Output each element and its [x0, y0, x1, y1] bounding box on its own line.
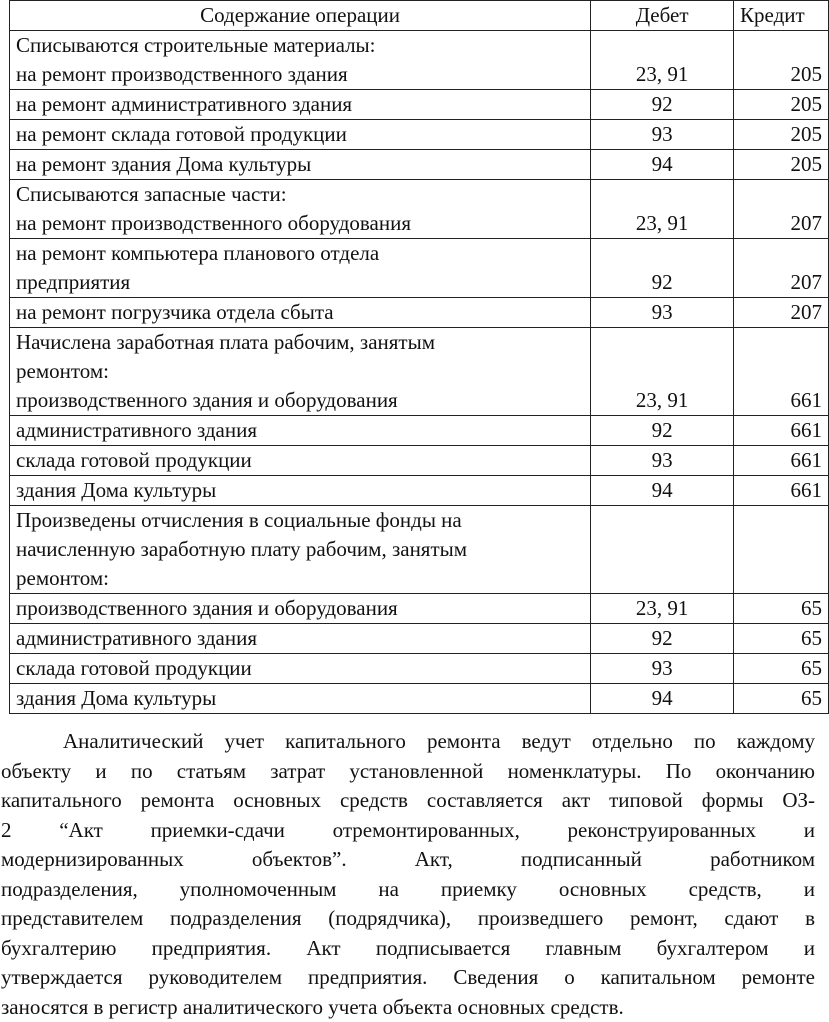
row-label: на ремонт здания Дома культуры: [10, 150, 591, 180]
header-credit: Кредит: [734, 1, 829, 31]
row-debit: 93: [591, 298, 734, 328]
row-label: предприятия: [16, 268, 584, 297]
table-row: [10, 150, 829, 180]
row-credit: 205: [734, 120, 829, 150]
row-label: административного здания: [10, 624, 591, 654]
row-debit: 23, 91: [591, 180, 734, 239]
table-row: [10, 506, 829, 594]
table-row: [10, 654, 829, 684]
table-row: [10, 239, 829, 298]
operations-table: [9, 0, 829, 714]
row-label: на ремонт погрузчика отдела сбыта: [10, 298, 591, 328]
row-debit: 23, 91: [591, 594, 734, 624]
row-debit: 92: [591, 239, 734, 298]
row-debit-empty: [591, 506, 734, 594]
row-credit-empty: [734, 506, 829, 594]
row-credit: 205: [734, 31, 829, 90]
row-label: производственного здания и оборудования: [16, 386, 584, 415]
paragraph-line: бухгалтерию предприятия. Акт подписывается главным бухгалтером и: [1, 934, 815, 964]
paragraph-line: 2 “Акт приемки-сдачи отремонтированных, реконструированных и: [1, 816, 815, 846]
row-credit: 661: [734, 446, 829, 476]
table-row: [10, 120, 829, 150]
row-debit: 94: [591, 684, 734, 714]
row-debit: 93: [591, 446, 734, 476]
row-text: [10, 180, 591, 239]
paragraph-line: [1, 727, 815, 757]
row-credit: 65: [734, 684, 829, 714]
row-credit: 661: [734, 416, 829, 446]
group-caption: Начислена заработная плата рабочим, занятым: [16, 328, 584, 357]
table-row: [10, 476, 829, 506]
group-caption: начисленную заработную плату рабочим, занятым: [16, 535, 584, 564]
table-row: [10, 180, 829, 239]
table-row: [10, 684, 829, 714]
row-text: [10, 239, 591, 298]
table-row: [10, 624, 829, 654]
row-credit: 207: [734, 239, 829, 298]
row-credit: 207: [734, 180, 829, 239]
table-row: [10, 90, 829, 120]
row-credit: 65: [734, 594, 829, 624]
row-debit: 93: [591, 654, 734, 684]
table-header-row: [10, 1, 829, 31]
row-label: административного здания: [10, 416, 591, 446]
row-label: на ремонт компьютера планового отдела: [16, 239, 584, 268]
row-text: [10, 506, 591, 594]
group-caption: ремонтом:: [16, 357, 584, 386]
row-label: склада готовой продукции: [10, 446, 591, 476]
row-debit: 93: [591, 120, 734, 150]
row-debit: 94: [591, 476, 734, 506]
paragraph-line: утверждается руководителем предприятия. Сведения о капитальном ремонте: [1, 963, 815, 993]
group-caption: ремонтом:: [16, 564, 584, 593]
table-row: [10, 446, 829, 476]
row-credit: 661: [734, 328, 829, 416]
header-debit: Дебет: [591, 1, 734, 31]
row-credit: 65: [734, 654, 829, 684]
row-debit: 94: [591, 150, 734, 180]
paragraph-text: Аналитический учет капитального ремонта ведут отдельно по каждому: [63, 729, 815, 753]
row-debit: 23, 91: [591, 31, 734, 90]
paragraph-line: представителем подразделения (подрядчика), произведшего ремонт, сдают в: [1, 904, 815, 934]
row-label: на ремонт производственного здания: [16, 60, 584, 89]
table-row: [10, 328, 829, 416]
row-text: [10, 328, 591, 416]
paragraph-line: объекту и по статьям затрат установленной номенклатуры. По окончанию: [1, 757, 815, 787]
group-caption: Произведены отчисления в социальные фонды на: [16, 506, 584, 535]
row-label: производственного здания и оборудования: [10, 594, 591, 624]
row-label: здания Дома культуры: [10, 476, 591, 506]
group-caption: Списываются строительные материалы:: [16, 31, 584, 60]
row-label: на ремонт склада готовой продукции: [10, 120, 591, 150]
row-credit: 205: [734, 150, 829, 180]
paragraph-line: капитального ремонта основных средств составляется акт типовой формы ОЗ-: [1, 786, 815, 816]
row-debit: 92: [591, 416, 734, 446]
table-row: [10, 594, 829, 624]
row-text: [10, 31, 591, 90]
paragraph-line: модернизированных объектов”. Акт, подписанный работником: [1, 845, 815, 875]
row-label: на ремонт административного здания: [10, 90, 591, 120]
group-caption: Списываются запасные части:: [16, 180, 584, 209]
row-label: склада готовой продукции: [10, 654, 591, 684]
table-row: [10, 31, 829, 90]
row-credit: 205: [734, 90, 829, 120]
row-debit: 92: [591, 624, 734, 654]
table-row: [10, 416, 829, 446]
row-credit: 207: [734, 298, 829, 328]
paragraph-line: подразделения, уполномоченным на приемку основных средств, и: [1, 875, 815, 905]
table-row: [10, 298, 829, 328]
row-label: здания Дома культуры: [10, 684, 591, 714]
row-debit: 23, 91: [591, 328, 734, 416]
header-operation: Содержание операции: [10, 1, 591, 31]
row-label: на ремонт производственного оборудования: [16, 209, 584, 238]
row-credit: 661: [734, 476, 829, 506]
row-credit: 65: [734, 624, 829, 654]
paragraph-line: заносятся в регистр аналитического учета объекта основных средств.: [1, 993, 815, 1022]
row-debit: 92: [591, 90, 734, 120]
analytic-accounting-paragraph: [1, 727, 815, 1022]
